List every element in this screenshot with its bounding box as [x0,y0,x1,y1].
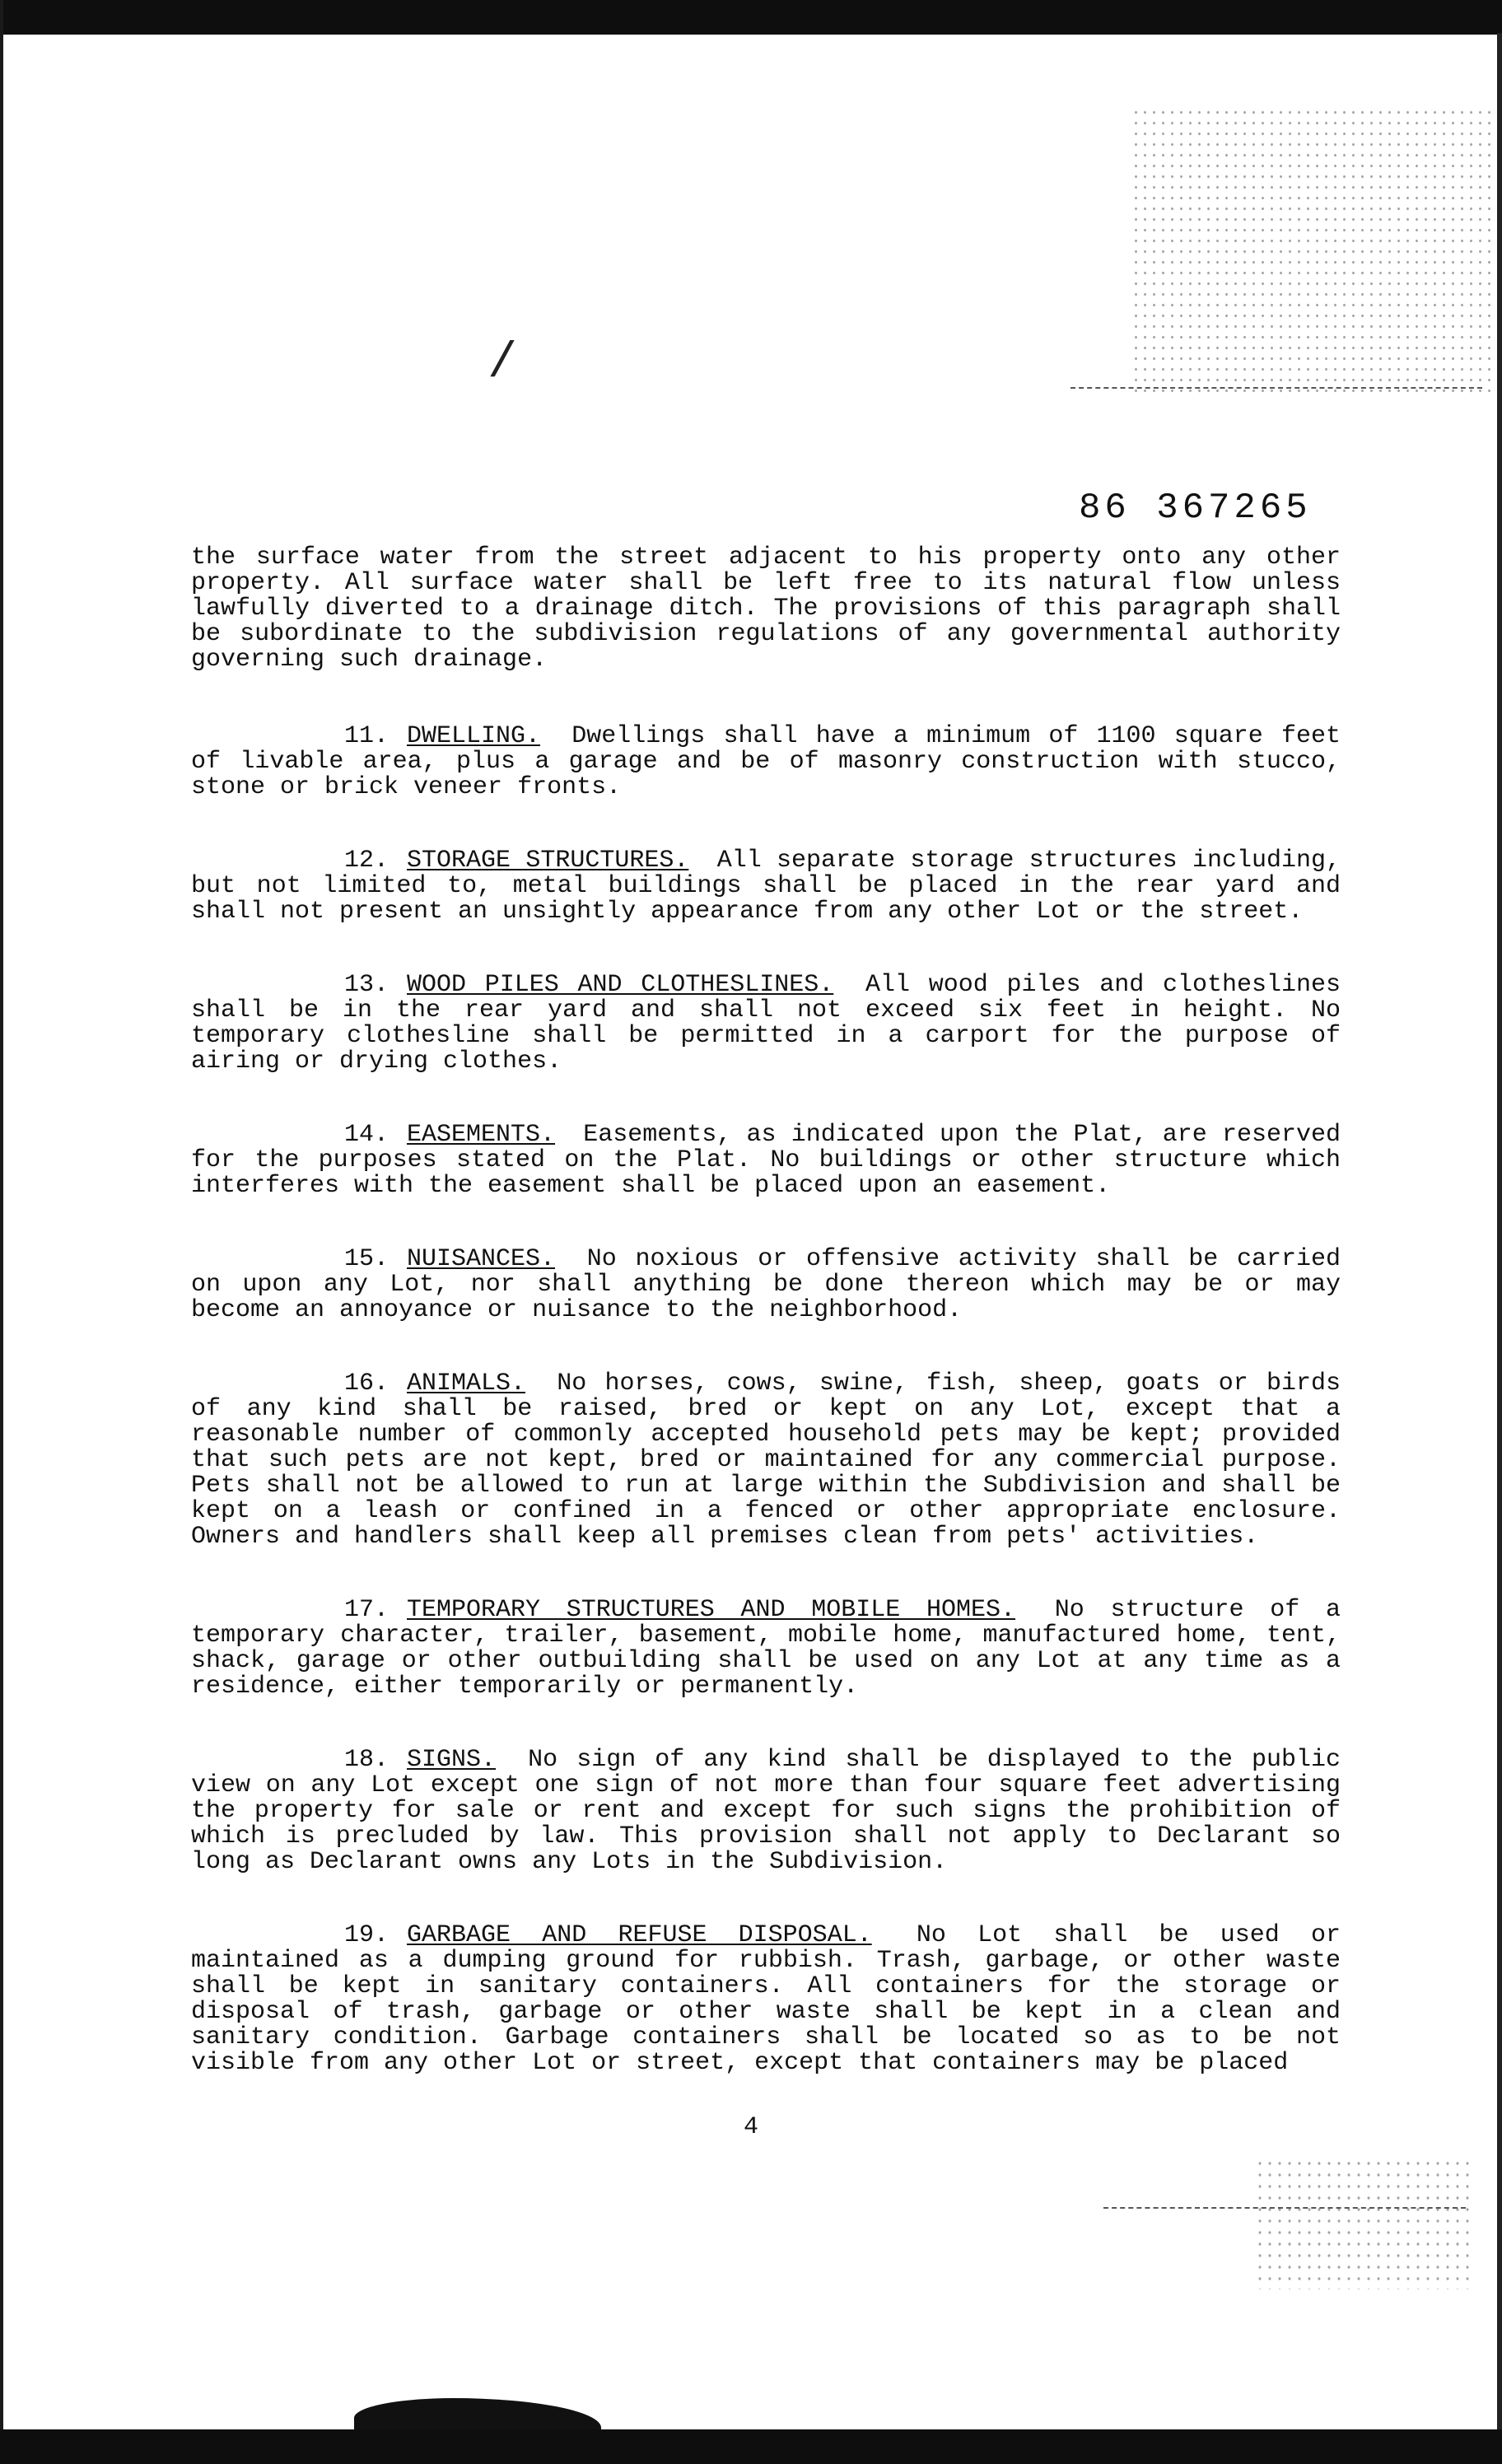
section-text: No noxious or offensive activity shall be carried on upon any Lot, nor shall anything be done thereon which may be or may become an annoyance or nuisance to the neighborhood. [191,1245,1341,1324]
section-17 [191,1598,1341,1700]
section-number: 14. [344,1121,389,1149]
section-number: 18. [344,1746,389,1774]
section-text: No Lot shall be used or maintained as a dumping ground for rubbish. Trash, garbage, or other waste shall be kept in sanitary containers. All containers for the storage or disposal of trash, garbage or other waste shall be kept in a clean and sanitary condition. Garbage containers shall be located so as to be not visible from any other Lot or street, except that containers may be placed [191,1921,1341,2077]
section-heading: SIGNS. [407,1746,497,1774]
scan-left-border [0,0,3,2464]
scan-bottom-border [0,2429,1502,2464]
section-number: 13. [344,971,389,999]
section-number: 16. [344,1370,389,1398]
section-heading: ANIMALS. [407,1370,526,1398]
scan-noise-top-right [1131,107,1494,395]
section-18 [191,1748,1341,1875]
section-number: 12. [344,847,389,875]
document-number: 86 367265 [1079,488,1312,529]
scan-dash-line-bottom [1103,2207,1466,2209]
section-number: 15. [344,1245,389,1273]
section-14 [191,1122,1341,1199]
section-text: Easements, as indicated upon the Plat, are reserved for the purposes stated on the Plat. No buildings or other structure which interferes with the easement shall be placed upon an easement. [191,1121,1341,1200]
section-number: 11. [344,722,389,750]
section-number: 19. [344,1921,389,1949]
section-heading: TEMPORARY STRUCTURES AND MOBILE HOMES. [407,1596,1016,1624]
section-text: No structure of a temporary character, trailer, basement, mobile home, manufactured home, tent, shack, garage or other outbuilding shall be used on any Lot at any time as a residence, either temporarily or permanently. [191,1596,1341,1701]
section-heading: WOOD PILES AND CLOTHESLINES. [407,971,834,999]
section-text: All wood piles and clotheslines shall be in the rear yard and shall not exceed six feet in height. No temporary clothesline shall be permitted in a carport for the purpose of airing or drying clothes. [191,971,1341,1076]
section-number: 17. [344,1596,389,1624]
section-16 [191,1371,1341,1550]
section-19 [191,1923,1341,2076]
section-13 [191,973,1341,1075]
section-11 [191,724,1341,800]
section-heading: NUISANCES. [407,1245,556,1273]
scan-right-border [1497,33,1502,2464]
section-15 [191,1247,1341,1323]
scan-dash-line-top [1071,387,1482,389]
section-heading: DWELLING. [407,722,541,750]
page-number: 4 [743,2113,758,2141]
section-text: No sign of any kind shall be displayed to the public view on any Lot except one sign of not more than four square feet advertising the property for sale or rent and except for such signs the prohibition of which is precluded by law. This provision shall not apply to Declarant so long as Declarant owns any Lots in the Subdivision. [191,1746,1341,1876]
scan-top-border [0,0,1502,35]
section-12 [191,848,1341,925]
section-text: Dwellings shall have a minimum of 1100 square feet of livable area, plus a garage and be of masonry construction with stucco, stone or brick veneer fronts. [191,722,1341,801]
section-text: All separate storage structures including, but not limited to, metal buildings shall be placed in the rear yard and shall not present an unsightly appearance from any other Lot or the street. [191,847,1341,926]
scan-stray-mark: / [487,336,518,392]
section-heading: EASEMENTS. [407,1121,556,1149]
scan-noise-bottom-right [1255,2158,1469,2289]
section-heading: GARBAGE AND REFUSE DISPOSAL. [407,1921,872,1949]
section-heading: STORAGE STRUCTURES. [407,847,689,875]
lead-paragraph: the surface water from the street adjacent to his property onto any other property. All surface water shall be left free to its natural flow unless lawfully diverted to a drainage ditch. The provisions of this paragraph shall be subordinate to the subdivision regulations of any governmental authority governing such drainage. [191,544,1341,674]
document-body [191,545,1341,2124]
section-text: No horses, cows, swine, fish, sheep, goats or birds of any kind shall be raised, bred or kept on any Lot, except that a reasonable number of commonly accepted household pets may be kept; provided that such pets are not kept, bred or maintained for any commercial purpose. Pets shall not be allowed to run at large within the Subdivision and shall be kept on a leash or confined in a fenced or other appropriate enclosure. Owners and handlers shall keep all premises clean from pets' activities. [191,1370,1341,1551]
